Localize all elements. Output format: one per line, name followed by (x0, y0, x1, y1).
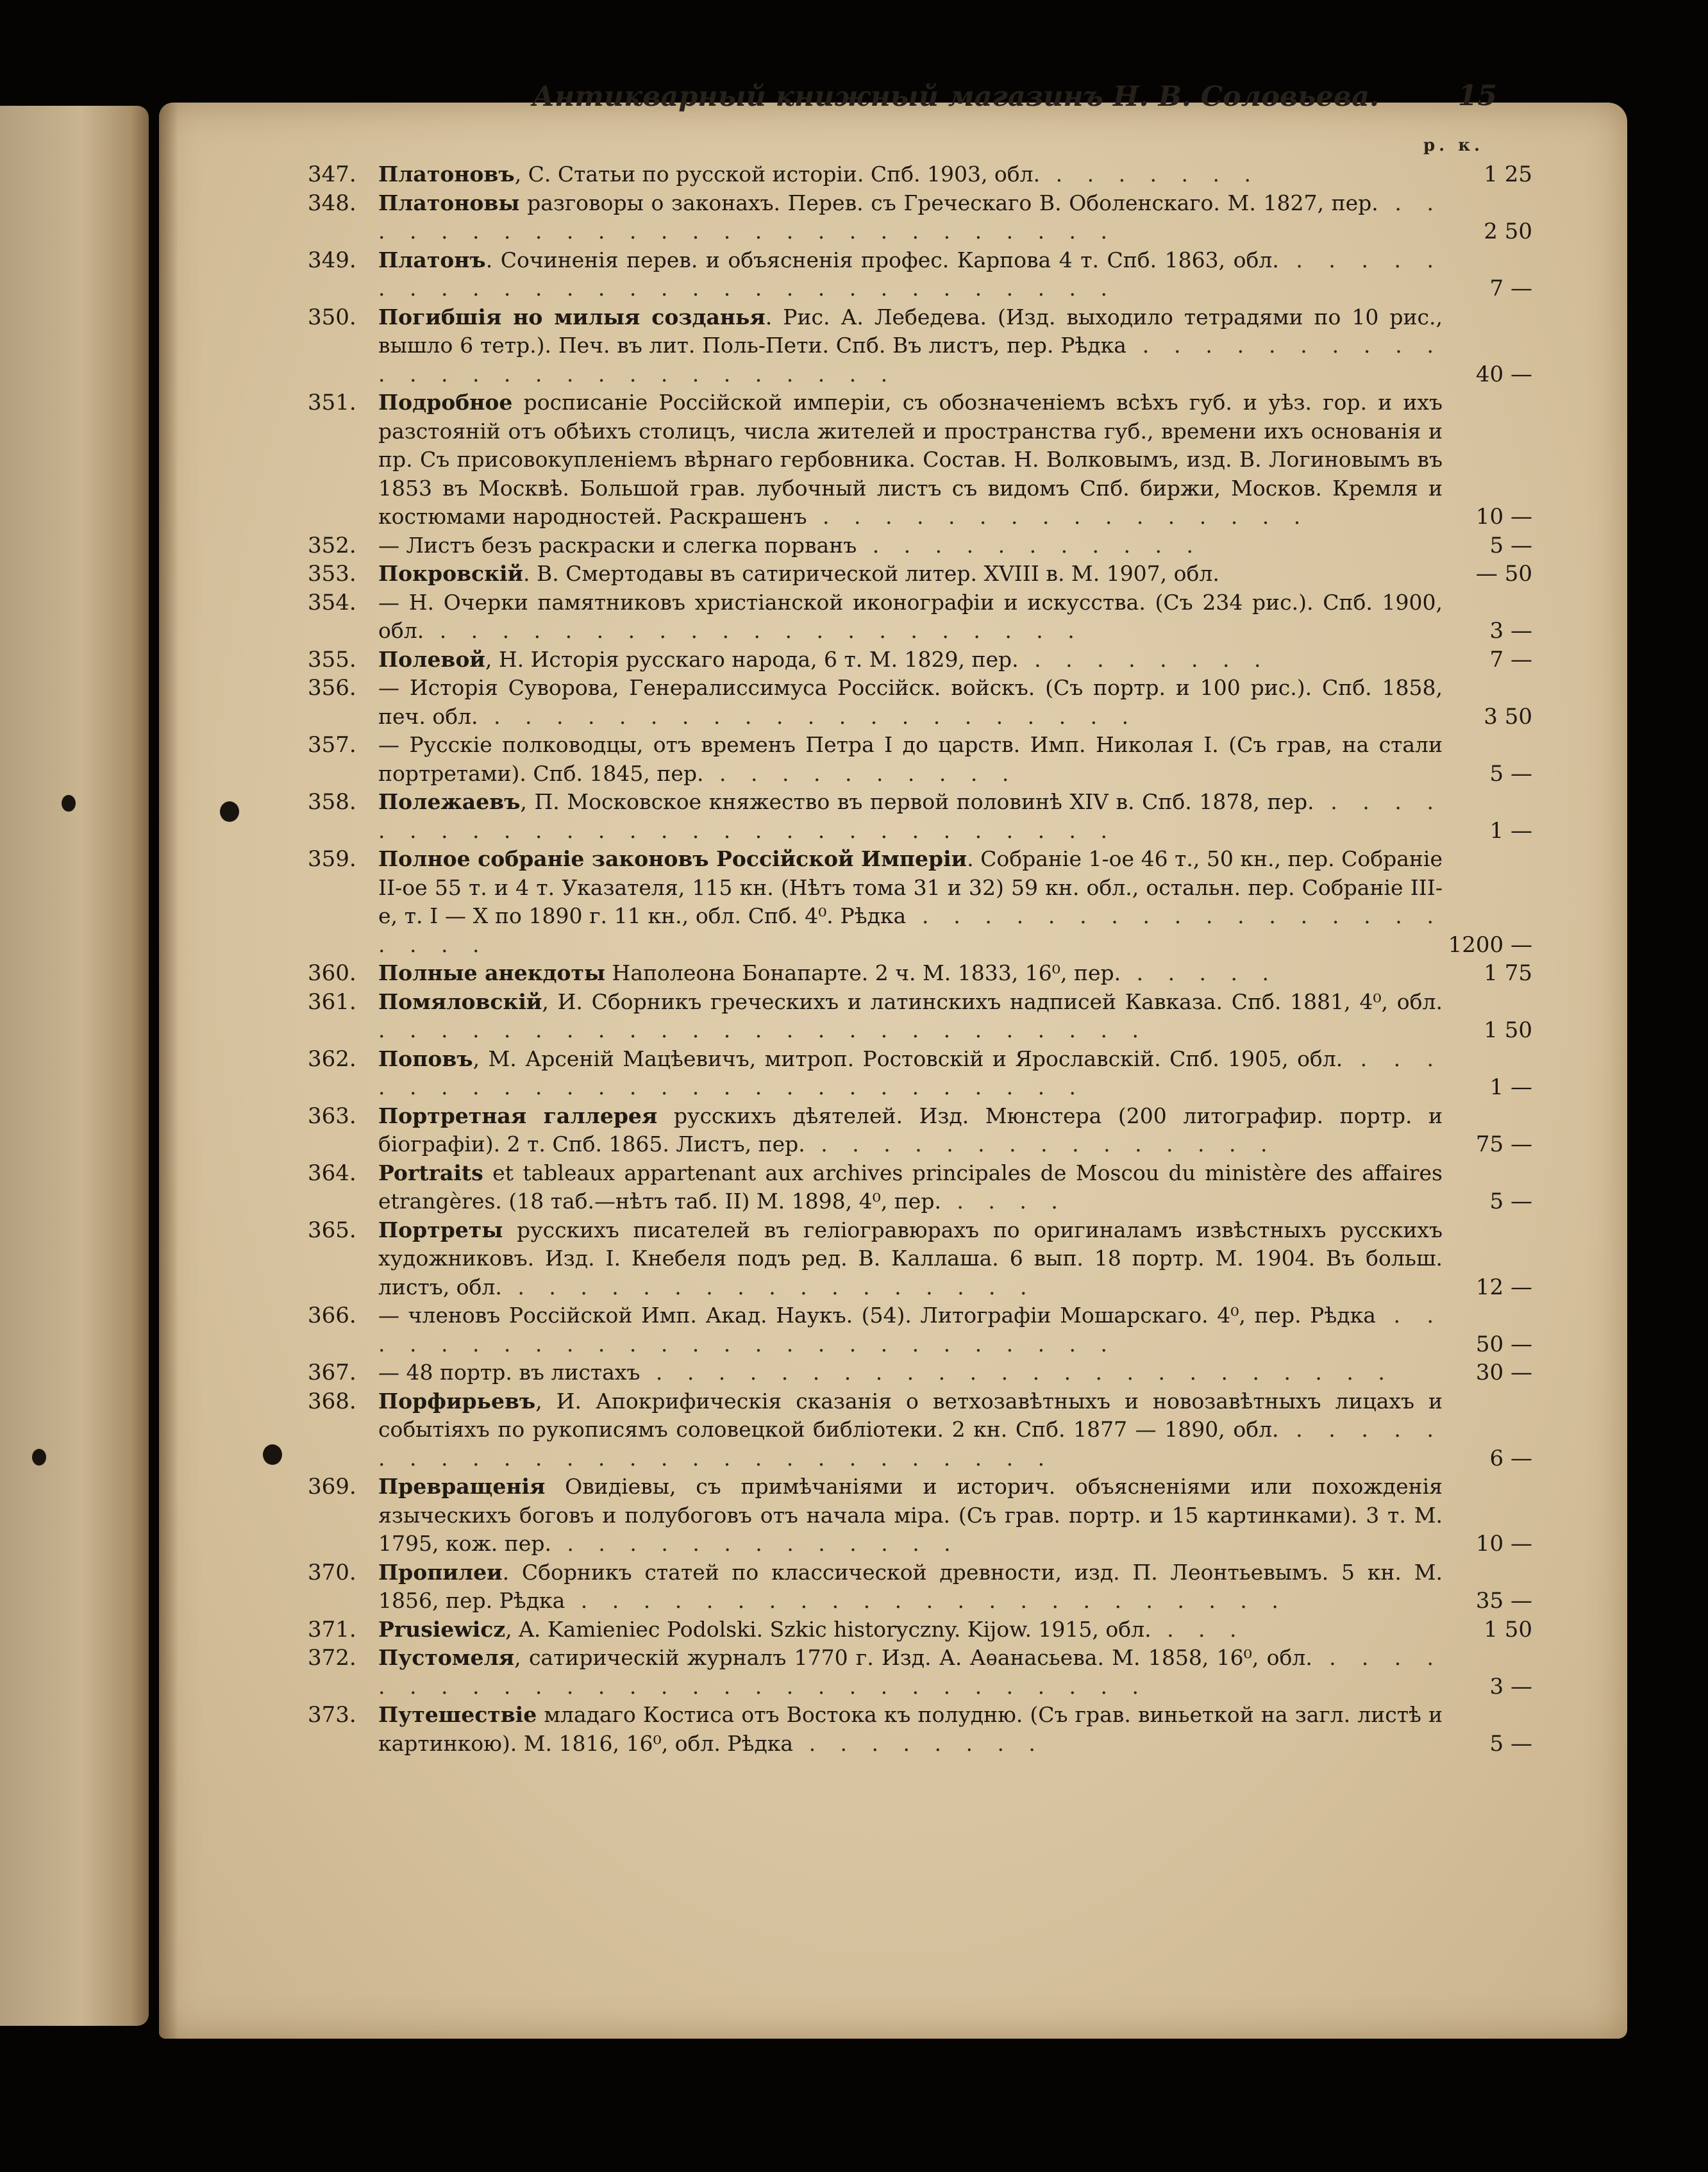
entry-description (378, 731, 1443, 788)
entry-description (378, 1387, 1443, 1473)
entry-text: — Н. Очерки памятниковъ христіанской иконографіи и искусства. (Съ 234 рис.). Спб. 1900, обл. (378, 589, 1443, 643)
running-header (333, 77, 1539, 128)
entry-author-title: Подробное (378, 390, 513, 415)
entry-price: 1200 — (1448, 931, 1532, 958)
entry-author-title: Пропилеи (378, 1559, 503, 1585)
entry-description (378, 1644, 1443, 1701)
catalog-entry (308, 589, 1532, 646)
entry-author-title: Портреты (378, 1217, 503, 1242)
dot-leader: . . . . . . . . (793, 1730, 1044, 1756)
catalog-entry (308, 1387, 1532, 1473)
entry-author-title: Полное собраніе законовъ Россійской Имперіи (378, 846, 967, 871)
entry-text: младаго Костиса отъ Востока къ полудню. (Съ грав. виньеткой на загл. листѣ и картинкою). М. 1816, 16⁰, обл. Рѣдка (378, 1702, 1443, 1756)
catalog-entry (308, 1159, 1532, 1216)
entry-price: 2 50 (1484, 219, 1532, 244)
entry-text: , С. Статьи по русской исторіи. Спб. 1903, обл. (514, 162, 1041, 187)
entry-author-title: Платоновъ (378, 162, 515, 187)
page-spine-shadow (159, 103, 178, 2039)
entry-description (378, 388, 1443, 531)
entry-description (378, 845, 1443, 959)
entry-number: 351. (308, 390, 356, 415)
header-title: Антикварный книжный магазинъ Н. В. Соловьева. (532, 81, 1379, 113)
entry-author-title: Помяловскій (378, 989, 542, 1014)
entry-description (378, 1102, 1443, 1159)
entry-description (378, 674, 1443, 731)
entry-text: Овидіевы, съ примѣчаніями и историч. объясненіями или похожденія языческихъ боговъ и полубоговъ отъ начала міра. (Съ грав. портр. и 15 картинками). 3 т. М. 1795, кож. пер. (378, 1474, 1443, 1556)
entry-text: . В. Смертодавы въ сатирической литер. XVIII в. М. 1907, обл. (523, 561, 1219, 586)
dot-leader: . . . . . . . . (1018, 646, 1270, 672)
catalog-entry (308, 160, 1532, 189)
catalog-entry (308, 1616, 1532, 1644)
entry-text: , М. Арсеній Мацѣевичъ, митроп. Ростовскій и Ярославскій. Спб. 1905, обл. (473, 1046, 1343, 1071)
entry-author-title: Путешествіе (378, 1702, 537, 1727)
entry-description (378, 988, 1443, 1045)
entry-author-title: Портретная галлерея (378, 1103, 658, 1128)
catalog-entry (308, 1644, 1532, 1701)
entry-author-title: Покровскій (378, 561, 523, 586)
entry-author-title: Порфирьевъ (378, 1388, 536, 1414)
entry-description (378, 1045, 1443, 1102)
entry-description (378, 1216, 1443, 1302)
catalog-entry (308, 788, 1532, 845)
entry-number: 364. (308, 1160, 356, 1186)
entry-description (378, 1301, 1443, 1358)
dot-leader: . . . (1151, 1616, 1246, 1642)
entry-number: 363. (308, 1103, 356, 1129)
dot-leader: . . . . . . . . . . (703, 760, 1018, 786)
catalog-entry (308, 560, 1532, 589)
entry-price: — 50 (1475, 561, 1532, 587)
entry-number: 365. (308, 1217, 356, 1243)
catalog-entry (308, 845, 1532, 959)
catalog-entry (308, 1301, 1532, 1358)
entry-description (378, 788, 1443, 845)
binding-hole-mark (62, 795, 76, 812)
entry-price: 1 25 (1484, 162, 1532, 187)
entry-author-title: Поповъ (378, 1046, 473, 1071)
entry-description (378, 1473, 1443, 1558)
entry-text: — Листъ безъ раскраски и слегка порванъ (378, 532, 857, 558)
entry-number: 356. (308, 675, 356, 701)
binding-hole-mark (32, 1449, 46, 1466)
entry-price: 75 — (1475, 1132, 1532, 1157)
entry-description (378, 646, 1443, 674)
dot-leader: . . . . . (1121, 960, 1278, 985)
entry-text: , A. Kamieniec Podolski. Szkic historyczny. Kijow. 1915, обл. (505, 1616, 1151, 1642)
dot-leader: . . . . . . . . . . . . . . . . . . . . . . . . . . . . (378, 789, 1443, 843)
dot-leader: . . . . . . . . . . . . . . . . . . . . . . . . . . (378, 190, 1443, 244)
dot-leader: . . . . . . . . . . . . . . . . . . . . . . . . . . . (378, 333, 1443, 387)
entry-number: 348. (308, 190, 356, 216)
entry-number: 359. (308, 846, 356, 872)
entry-text: русскихъ писателей въ геліогравюрахъ по оригиналамъ извѣстныхъ русскихъ художниковъ. Изд. I. Кнебеля подъ ред. В. Каллаша. 6 вып. 18 портр. М. 1904. Въ больш. листъ, обл. (378, 1217, 1443, 1299)
entry-text: — Исторія Суворова, Генералиссимуса Россійск. войскъ. (Съ портр. и 100 рис.). Спб. 1858, печ. обл. (378, 675, 1443, 729)
catalog-entry (308, 1216, 1532, 1302)
price-column-head: р. к. (1423, 136, 1484, 155)
entry-price: 7 — (1489, 646, 1532, 672)
entry-text: разговоры о законахъ. Перев. съ Греческаго В. Оболенскаго. М. 1827, пер. (519, 190, 1378, 215)
entry-description (378, 560, 1443, 589)
entry-price: 50 — (1475, 1331, 1532, 1357)
catalog-entry (308, 959, 1532, 988)
entry-author-title: Prusiewicz (378, 1616, 506, 1642)
dot-leader: . . . . . . . . . . . . . . . . (807, 504, 1310, 529)
dot-leader: . . . . (941, 1189, 1067, 1214)
entry-number: 370. (308, 1559, 356, 1585)
entry-number: 366. (308, 1303, 356, 1328)
entry-description (378, 589, 1443, 646)
entry-text: , И. Апокрифическія сказанія о ветхозавѣтныхъ и новозавѣтныхъ лицахъ и событіяхъ по рукописямъ соловецкой библіотеки. 2 кн. Спб. 1877 — 1890, обл. (378, 1388, 1443, 1442)
entry-author-title: Превращенія (378, 1474, 546, 1499)
entry-number: 360. (308, 960, 356, 986)
entry-text: . Собраніе 1-ое 46 т., 50 кн., пер. Собраніе II-ое 55 т. и 4 т. Указателя, 115 кн. (Нѣтъ тома 31 и 32) 59 кн. обл., остальн. пер. Собраніе III-е, т. I — X по 1890 г. 11 кн., обл. Спб. 4⁰. Рѣдка (378, 846, 1443, 928)
catalog-entry (308, 1045, 1532, 1102)
dot-leader: . . . . . . . . . . . . . . . . . . . . . . . . . . . . . (378, 1645, 1443, 1699)
dot-leader: . . . . . . . . . . . . . . . . . . . . . . . . . . . (378, 1417, 1443, 1471)
dot-leader: . . . . . . . . . . . . . . . . . . . . . . . . . . (378, 1303, 1443, 1357)
entry-author-title: Полные анекдоты (378, 960, 606, 985)
catalog-entry (308, 246, 1532, 303)
entry-number: 367. (308, 1360, 356, 1385)
entry-price: 40 — (1475, 361, 1532, 387)
entry-number: 369. (308, 1474, 356, 1500)
entry-price: 1 50 (1484, 1616, 1532, 1642)
entry-description (378, 1358, 1443, 1387)
entry-price: 5 — (1489, 760, 1532, 787)
entry-price: 3 — (1489, 618, 1532, 644)
entry-price: 1 — (1489, 817, 1532, 844)
entry-author-title: Полежаевъ (378, 789, 521, 814)
dot-leader: . . . . . . . . . . . . . . . . . . . . . (478, 703, 1138, 729)
dot-leader: . . . . . . . . . . . . . . . (805, 1132, 1277, 1157)
entry-price: 30 — (1475, 1360, 1532, 1385)
entry-description (378, 1159, 1443, 1216)
dot-leader: . . . . . . . . . . . . . . . . . . . . . . . . . . . . . (378, 247, 1443, 301)
entry-price: 1 — (1489, 1074, 1532, 1100)
entry-text: . Рис. А. Лебедева. (Изд. выходило тетрадями по 10 рис., вышло 6 тетр.). Печ. въ лит. Поль-Пети. Спб. Въ листъ, пер. Рѣдка (378, 304, 1443, 358)
catalog-entry (308, 731, 1532, 788)
entry-price: 10 — (1475, 504, 1532, 530)
entry-number: 352. (308, 532, 356, 558)
entry-number: 361. (308, 989, 356, 1015)
entry-price: 7 — (1489, 276, 1532, 301)
entry-price: 1 75 (1484, 960, 1532, 986)
entry-author-title: Пустомеля (378, 1645, 515, 1670)
entry-price: 35 — (1475, 1588, 1532, 1614)
entry-text: . Сочиненія перев. и объясненія профес. Карпова 4 т. Спб. 1863, обл. (485, 247, 1279, 272)
catalog-entry (308, 1358, 1532, 1387)
catalog-entry (308, 303, 1532, 389)
entry-price: 5 — (1489, 532, 1532, 558)
dot-leader: . . . . . . . . . . . . . . . . . . . . . . . (565, 1588, 1287, 1613)
catalog-entry (308, 531, 1532, 560)
entry-text: . Сборникъ статей по классической древности, изд. П. Леонтьевымъ. 5 кн. М. 1856, пер. Рѣдка (378, 1559, 1443, 1613)
catalog-entry (308, 1558, 1532, 1616)
entry-author-title: Полевой (378, 646, 485, 672)
entry-number: 353. (308, 561, 356, 587)
catalog-entry (308, 1473, 1532, 1558)
entry-price: 3 — (1489, 1673, 1532, 1700)
dot-leader: . . . . . . . . . . . . . . . . . . . . . . . . (640, 1360, 1394, 1385)
entry-text: — членовъ Россійской Имп. Акад. Наукъ. (54). Литографіи Мошарскаго. 4⁰, пер. Рѣдка (378, 1303, 1376, 1328)
catalog-entry (308, 388, 1532, 531)
entry-text: , Н. Исторія русскаго народа, 6 т. М. 1829, пер. (485, 646, 1019, 672)
dot-leader: . . . . . . . . . . . . . . . . . . . . . (424, 618, 1084, 643)
entry-description (378, 303, 1443, 389)
entry-number: 358. (308, 789, 356, 815)
entry-price: 10 — (1475, 1531, 1532, 1557)
entry-description (378, 1558, 1443, 1616)
catalog-entry (308, 674, 1532, 731)
catalog-entry (308, 1701, 1532, 1758)
previous-page-edge (0, 106, 149, 2026)
catalog-entry (308, 189, 1532, 246)
binding-hole-mark (263, 1444, 282, 1465)
entry-price: 3 50 (1484, 703, 1532, 730)
dot-leader: . . . . . . . (1040, 162, 1260, 187)
entry-text: , П. Московское княжество въ первой половинѣ XIV в. Спб. 1878, пер. (520, 789, 1314, 814)
entry-author-title: Платоновы (378, 190, 520, 215)
entry-number: 355. (308, 646, 356, 672)
entry-price: 5 — (1489, 1730, 1532, 1757)
entry-price: 1 50 (1484, 1017, 1532, 1043)
dot-leader: . . . . . . . . . . . (857, 532, 1202, 558)
catalog-entries (308, 160, 1532, 1758)
entry-number: 350. (308, 304, 356, 330)
entry-text: — Русскіе полководцы, отъ временъ Петра I до царств. Имп. Николая I. (Съ грав, на стали портретами). Спб. 1845, пер. (378, 732, 1443, 786)
entry-text: — 48 портр. въ листахъ (378, 1360, 640, 1385)
dot-leader: . . . . . . . . . . . . . . . . . . . . . . . . . . (378, 1046, 1443, 1099)
entry-author-title: Платонъ (378, 247, 486, 272)
entry-text: , И. Сборникъ греческихъ и латинскихъ надписей Кавказа. Спб. 1881, 4⁰, обл. (542, 989, 1443, 1014)
entry-text: et tableaux appartenant aux archives principales de Moscou du ministère des affaires etrangères. (18 таб.—нѣтъ таб. II) М. 1898, 4⁰, пер. (378, 1160, 1443, 1214)
entry-description (378, 531, 1443, 560)
binding-hole-mark (220, 801, 239, 822)
entry-number: 354. (308, 589, 356, 615)
dot-leader: . . . . . . . . . . . . . . . . . . . . . . . . . (378, 1017, 1148, 1042)
entry-description (378, 1701, 1443, 1758)
dot-leader: . . . . . . . . . . . . . (551, 1531, 960, 1556)
entry-price: 12 — (1475, 1274, 1532, 1300)
entry-text: Наполеона Бонапарте. 2 ч. М. 1833, 16⁰, пер. (605, 960, 1121, 985)
entry-number: 372. (308, 1645, 356, 1671)
entry-description (378, 246, 1443, 303)
entry-price: 6 — (1489, 1445, 1532, 1471)
entry-number: 349. (308, 247, 356, 273)
entry-author-title: Погибшія но милыя созданья (378, 304, 766, 330)
entry-author-title: Portraits (378, 1160, 483, 1185)
entry-number: 368. (308, 1388, 356, 1414)
entry-text: росписаніе Россійской имперіи, съ обозначеніемъ всѣхъ губ. и уѣз. гор. и ихъ разстояній отъ обѣихъ столицъ, числа жителей и пространства губ., времени ихъ основанія и пр. Съ присовокупленіемъ вѣрнаго гербовника. Состав. Н. Волковымъ, изд. В. Логиновымъ въ 1853 въ Москвѣ. Большой грав. лубочный листъ съ видомъ Спб. биржи, Москов. Кремля и костюмами народностей. Раскрашенъ (378, 390, 1443, 529)
entry-number: 347. (308, 162, 356, 187)
entry-price: 5 — (1489, 1189, 1532, 1214)
dot-leader: . . . . . . . . . . . . . . . . . . . . . (378, 903, 1443, 957)
entry-text: русскихъ дѣятелей. Изд. Мюнстера (200 литографир. портр. и біографіи). 2 т. Спб. 1865. Листъ, пер. (378, 1103, 1443, 1157)
entry-text: , сатирическій журналъ 1770 г. Изд. А. Аѳанасьева. М. 1858, 16⁰, обл. (514, 1645, 1312, 1670)
catalog-entry (308, 988, 1532, 1045)
entry-number: 357. (308, 732, 356, 758)
catalog-entry (308, 646, 1532, 674)
entry-description (378, 189, 1443, 246)
entry-description (378, 959, 1443, 988)
entry-number: 371. (308, 1616, 356, 1642)
entry-number: 362. (308, 1046, 356, 1072)
dot-leader: . . . . . . . . . . . . . . . . . (501, 1274, 1036, 1299)
entry-number: 373. (308, 1702, 356, 1728)
entry-description (378, 1616, 1443, 1644)
page-number: 15 (1457, 79, 1497, 112)
catalog-entry (308, 1102, 1532, 1159)
entry-description (378, 160, 1443, 189)
